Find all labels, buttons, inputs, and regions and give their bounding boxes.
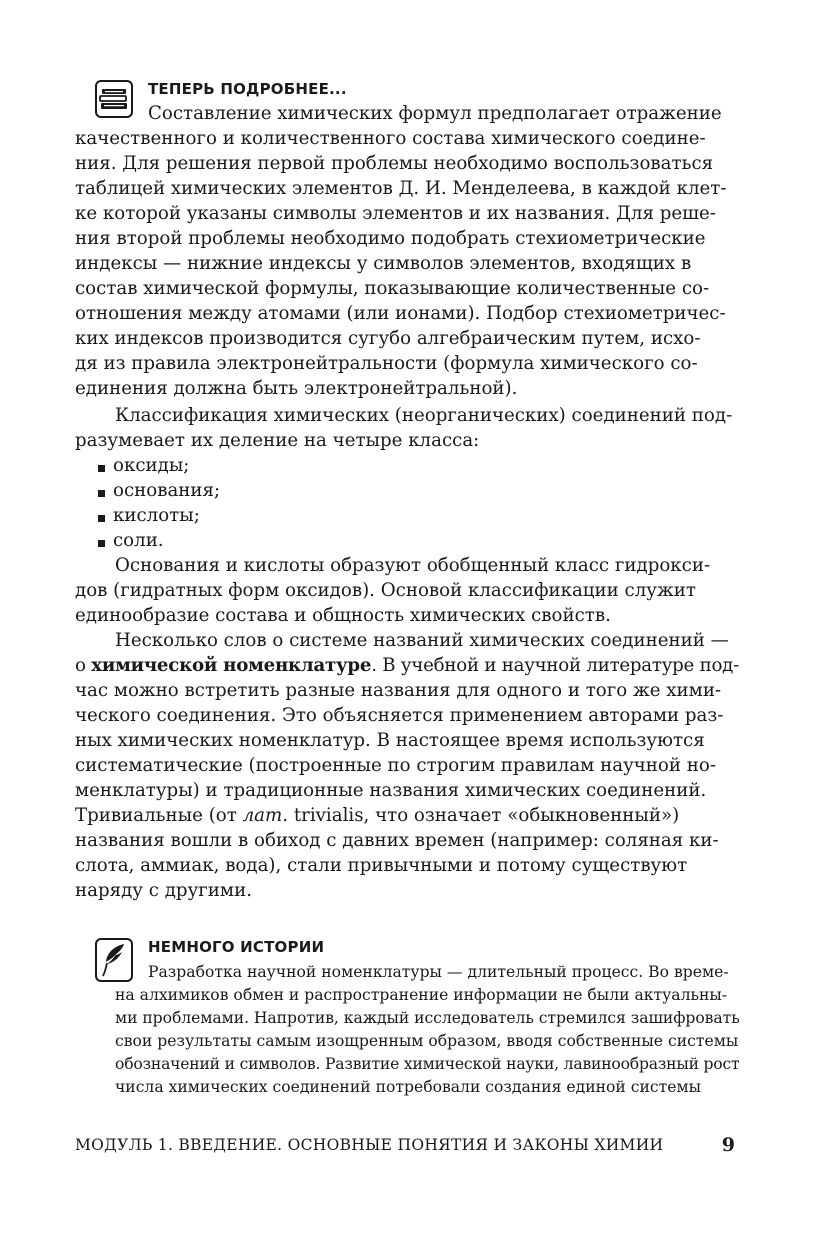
paragraph-line: свои результаты самым изощренным образом, вводя собственные системы [115,1032,739,1050]
paragraph-line: менклатуры) и традиционные названия химических соединений. [75,780,707,801]
list-item: основания; [113,480,221,501]
paragraph-line [75,654,739,678]
books-icon [95,80,133,118]
paragraph-line: Составление химических формул предполагает отражение [148,103,722,124]
paragraph-line: наряду с другими. [75,880,252,901]
paragraph-line: разумевает их деление на четыре класса: [75,430,480,451]
text-span: о [75,655,92,676]
paragraph-line: Несколько слов о системе названий химических соединений — [115,630,729,651]
paragraph-line: дов (гидратных форм оксидов). Основой классификации служит [75,580,696,601]
paragraph-line: Разработка научной номенклатуры — длительный процесс. Во време- [148,963,729,981]
section-heading: НЕМНОГО ИСТОРИИ [148,938,325,956]
paragraph-line: Основания и кислоты образуют обобщенный класс гидрокси- [115,555,711,576]
bullet-marker [98,515,105,522]
list-item: оксиды; [113,455,190,476]
paragraph-line: состав химической формулы, показывающие количественные со- [75,278,710,299]
text-span: Тривиальные (от [75,805,243,826]
paragraph-line: на алхимиков обмен и распространение информации не были актуальны- [115,986,728,1004]
paragraph-line: ке которой указаны символы элементов и их названия. Для реше- [75,203,716,224]
paragraph-line: ми проблемами. Напротив, каждый исследователь стремился зашифровать [115,1009,740,1027]
bullet-marker [98,490,105,497]
paragraph-line: обозначений и символов. Развитие химической науки, лавинообразный рост [115,1055,740,1073]
paragraph-line [75,804,679,828]
paragraph-line: названия вошли в обиход с давних времен (например: соляная ки- [75,830,719,851]
italic-abbr: лат. [242,805,289,826]
paragraph-line: систематические (построенные по строгим правилам научной но- [75,755,716,776]
paragraph-line: дя из правила электронейтральности (формула химического со- [75,353,698,374]
running-footer: МОДУЛЬ 1. ВВЕДЕНИЕ. ОСНОВНЫЕ ПОНЯТИЯ И ЗАКОНЫ ХИМИИ [75,1136,664,1154]
text-span: trivialis, что означает «обыкновенный») [288,805,680,826]
list-item: соли. [113,530,164,551]
section-heading: ТЕПЕРЬ ПОДРОБНЕЕ... [148,80,347,98]
paragraph-line: ния. Для решения первой проблемы необходимо воспользоваться [75,153,714,174]
text-span: . В учебной и научной литературе под- [371,655,740,676]
list-item: кислоты; [113,505,200,526]
paragraph-line: единообразие состава и общность химических свойств. [75,605,611,626]
paragraph-line: таблицей химических элементов Д. И. Менделеева, в каждой клет- [75,178,727,199]
paragraph-line: ных химических номенклатур. В настоящее время используются [75,730,705,751]
bold-term: химической номенклатуре [91,655,372,676]
paragraph-line: числа химических соединений потребовали создания единой системы [115,1078,702,1096]
paragraph-line: индексы — нижние индексы у символов элементов, входящих в [75,253,692,274]
bullet-marker [98,465,105,472]
bullet-marker [98,540,105,547]
paragraph-line: ческого соединения. Это объясняется применением авторами раз- [75,705,724,726]
paragraph-line: ких индексов производится сугубо алгебраическим путем, исхо- [75,328,701,349]
paragraph-line: единения должна быть электронейтральной). [75,378,518,399]
paragraph-line: качественного и количественного состава химического соедине- [75,128,706,149]
paragraph-line: слота, аммиак, вода), стали привычными и потому существуют [75,855,688,876]
page-footer [75,1136,735,1158]
quill-icon [95,938,133,982]
paragraph-line: час можно встретить разные названия для одного и того же хими- [75,680,722,701]
paragraph-line: Классификация химических (неорганических) соединений под- [115,405,733,426]
paragraph-line: отношения между атомами (или ионами). Подбор стехиометричес- [75,303,726,324]
page-number: 9 [721,1134,735,1156]
paragraph-line: ния второй проблемы необходимо подобрать стехиометрические [75,228,706,249]
